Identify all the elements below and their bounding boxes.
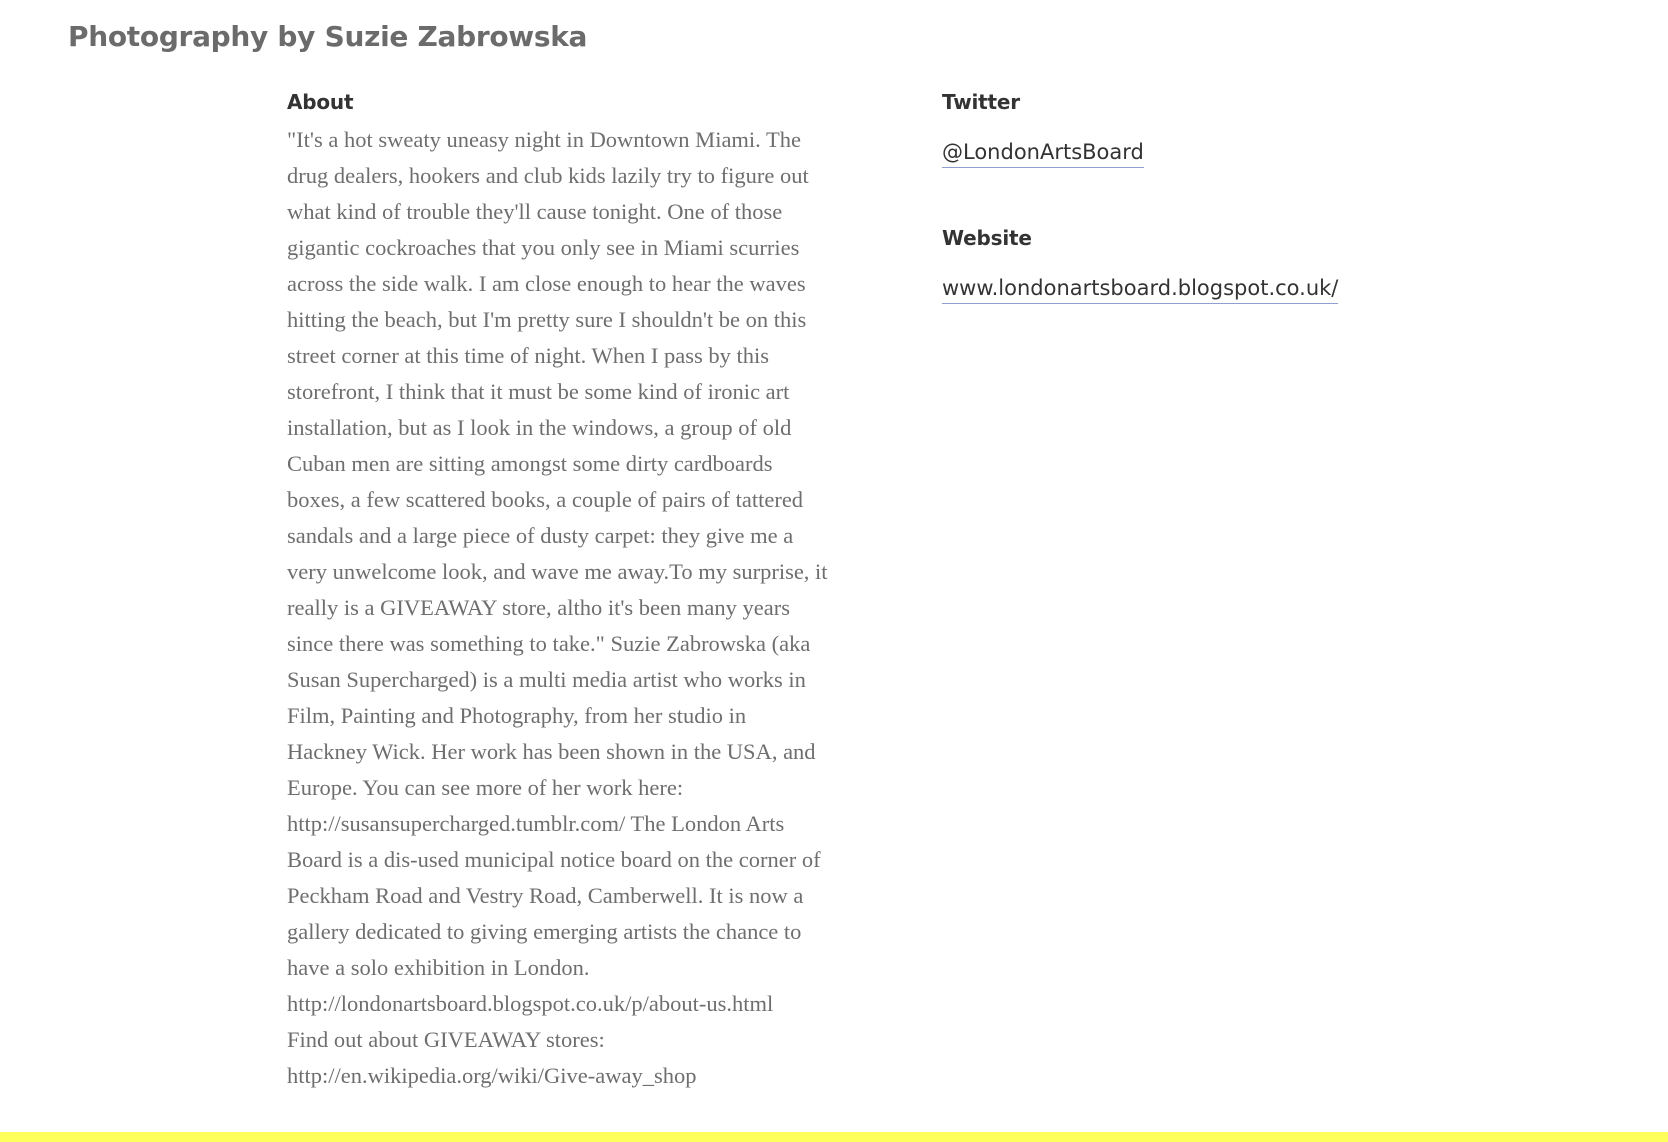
twitter-heading: Twitter <box>942 90 1020 114</box>
twitter-block <box>942 88 1542 168</box>
page-title: Photography by Suzie Zabrowska <box>68 20 588 53</box>
bottom-accent-bar <box>0 1132 1668 1142</box>
website-link[interactable]: www.londonartsboard.blogspot.co.uk/ <box>942 274 1338 304</box>
contact-section <box>942 88 1542 360</box>
about-text: "It's a hot sweaty uneasy night in Downtown Miami. The drug dealers, hookers and club kids lazily try to figure out what kind of trouble they'll cause tonight. One of those gigantic cockroaches that you only see in Miami scurries across the side walk. I am close enough to hear the waves hitting the beach, but I'm pretty sure I shouldn't be on this street corner at this time of night. When I pass by this storefront, I think that it must be some kind of ironic art installation, but as I look in the windows, a group of old Cuban men are sitting amongst some dirty cardboards boxes, a few scattered books, a couple of pairs of tattered sandals and a large piece of dusty carpet: they give me a very unwelcome look, and wave me away.To my surprise, it really is a GIVEAWAY store, altho it's been many years since there was something to take." Suzie Zabrowska (aka Susan Supercharged) is a multi media artist who works in Film, Painting and Photography, from her studio in Hackney Wick. Her work has been shown in the USA, and Europe. You can see more of her work here: http://susansupercharged.tumblr.com/ The London Arts Board is a dis-used municipal notice board on the corner of Peckham Road and Vestry Road, Camberwell. It is now a gallery dedicated to giving emerging artists the chance to have a solo exhibition in London. http://londonartsboard.blogspot.co.uk/p/about-us.html Find out about GIVEAWAY stores: http://en.wikipedia.org/wiki/Give-away_shop <box>287 127 828 1088</box>
website-block <box>942 224 1542 304</box>
about-section <box>287 88 887 1094</box>
about-heading: About <box>287 90 354 114</box>
twitter-link[interactable]: @LondonArtsBoard <box>942 138 1144 168</box>
website-heading: Website <box>942 226 1032 250</box>
